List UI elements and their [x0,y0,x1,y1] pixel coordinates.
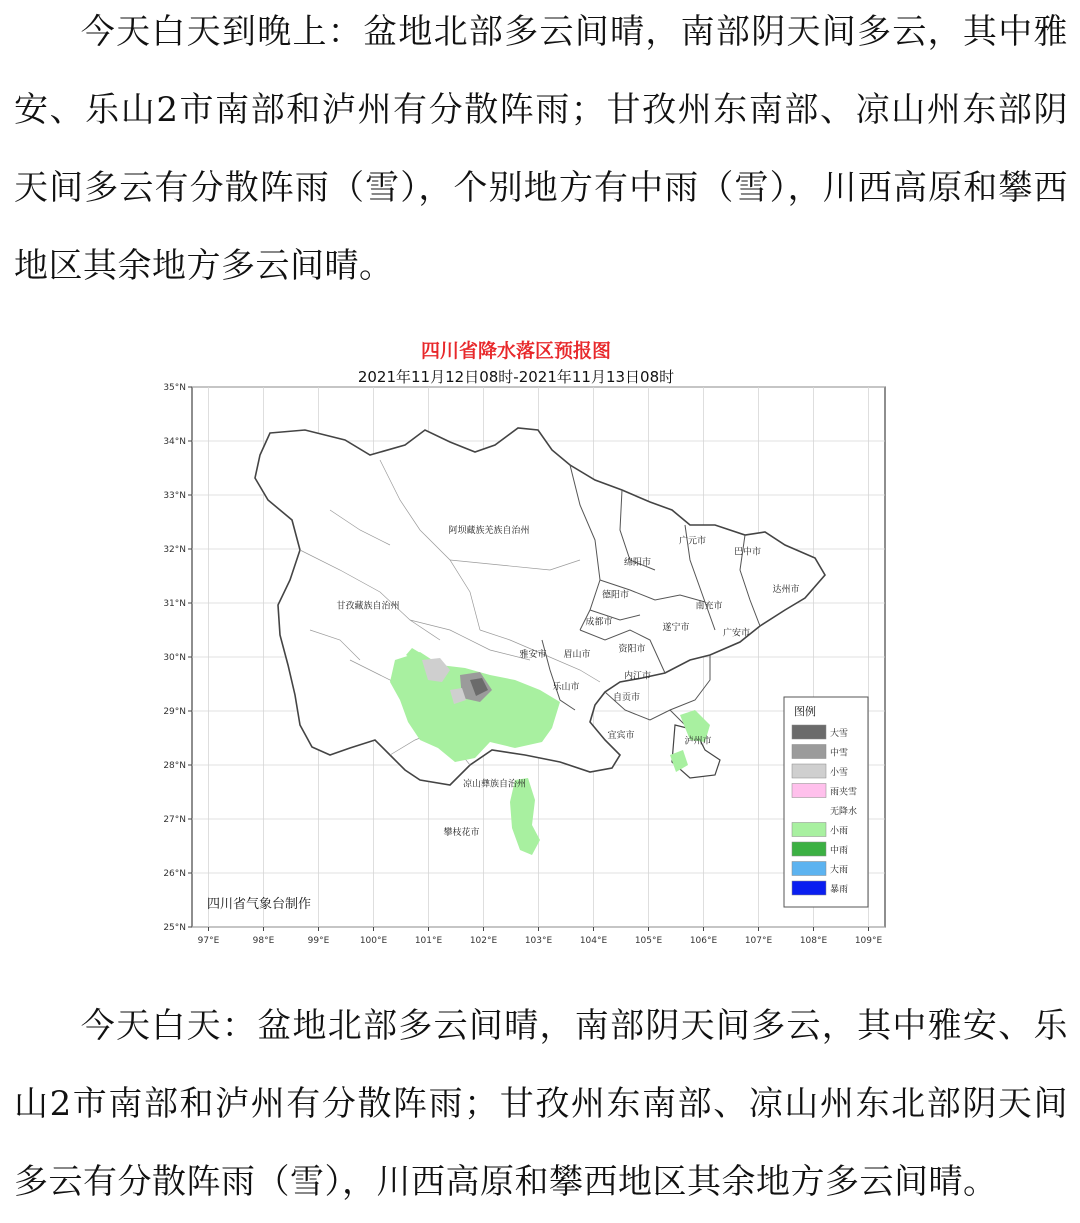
intro-text: 今天白天到晚上：盆地北部多云间晴，南部阴天间多云，其中雅安、乐山2市南部和泸州有分散阵雨；甘孜州东南部、凉山州东部阴天间多云有分散阵雨（雪），个别地方有中雨（雪），川西高原和攀西地区其余地方多云间晴。 [14,12,1068,286]
place-label: 德阳市 [601,590,630,601]
lat-tick-label: 33°N [163,491,186,501]
lat-tick-label: 28°N [163,761,186,771]
map-subtitle: 2021年11月12日08时-2021年11月13日08时 [357,368,675,386]
lat-tick-label: 27°N [163,815,186,825]
place-label: 巴中市 [733,547,762,558]
place-label: 雅安市 [519,650,547,660]
legend-label: 大雪 [830,729,849,739]
place-label: 南充市 [695,601,723,612]
lat-tick-label: 31°N [163,599,186,609]
lon-tick-label: 99°E [307,936,330,946]
place-label: 泸州市 [684,736,712,747]
place-label: 资阳市 [618,644,646,655]
legend-swatch [792,881,826,895]
outro-paragraph [14,987,1068,1221]
lon-tick-label: 102°E [469,936,498,946]
lat-tick-label: 29°N [163,707,186,717]
legend-swatch [792,862,826,876]
legend-swatch [792,745,826,759]
place-label: 阿坝藏族羌族自治州 [448,525,530,536]
legend-swatch [792,842,826,856]
lon-tick-label: 109°E [854,936,883,946]
lat-tick-label: 35°N [163,383,186,393]
legend-label: 暴雨 [830,885,849,895]
legend-label: 小雪 [830,768,849,778]
place-label: 乐山市 [552,682,580,693]
lon-tick-label: 105°E [634,936,663,946]
legend-swatch [792,725,826,739]
place-label: 凉山彝族自治州 [462,779,527,790]
legend-label: 中雪 [830,748,849,759]
place-label: 自贡市 [612,693,641,704]
place-label: 成都市 [585,617,613,628]
lon-tick-label: 100°E [359,936,388,946]
legend-swatch [792,784,826,798]
legend-label: 雨夹雪 [830,787,858,798]
legend-swatch [792,764,826,778]
legend-label: 小雨 [830,826,849,837]
legend-swatch [792,803,826,817]
legend-label: 无降水 [830,807,858,817]
map-credit: 四川省气象台制作 [207,897,312,912]
lon-tick-label: 104°E [579,936,608,946]
lon-tick-label: 98°E [252,936,275,946]
lon-tick-label: 106°E [689,936,718,946]
place-label: 绵阳市 [623,558,652,569]
map-legend [784,697,868,907]
map-svg [150,330,890,950]
place-label: 宜宾市 [607,731,635,741]
lon-tick-label: 97°E [197,936,220,946]
lon-tick-label: 107°E [744,936,773,946]
legend-title: 图例 [794,705,816,718]
map-title: 四川省降水落区预报图 [420,340,612,362]
lat-tick-label: 34°N [163,437,186,447]
lat-tick-label: 26°N [163,869,186,879]
precipitation-forecast-map [150,330,890,950]
place-label: 广安市 [722,628,751,639]
outro-text: 今天白天：盆地北部多云间晴，南部阴天间多云，其中雅安、乐山2市南部和泸州有分散阵雨；甘孜州东南部、凉山州东北部阴天间多云有分散阵雨（雪），川西高原和攀西地区其余地方多云间晴。 [14,1006,1068,1202]
intro-paragraph [14,0,1068,305]
place-label: 眉山市 [563,650,591,660]
place-label: 甘孜藏族自治州 [336,601,400,612]
place-label: 广元市 [678,536,707,547]
place-label: 达州市 [772,585,800,596]
legend-label: 大雨 [830,865,849,876]
legend-swatch [792,823,826,837]
place-label: 遂宁市 [662,623,690,633]
lon-tick-label: 108°E [799,936,828,946]
lon-tick-label: 103°E [524,936,553,946]
legend-label: 中雨 [830,846,849,856]
lat-tick-label: 30°N [163,653,186,663]
lat-tick-label: 25°N [163,923,186,933]
lat-tick-label: 32°N [163,545,186,555]
place-label: 内江市 [623,671,652,682]
place-label: 攀枝花市 [443,828,480,839]
lon-tick-label: 101°E [414,936,443,946]
